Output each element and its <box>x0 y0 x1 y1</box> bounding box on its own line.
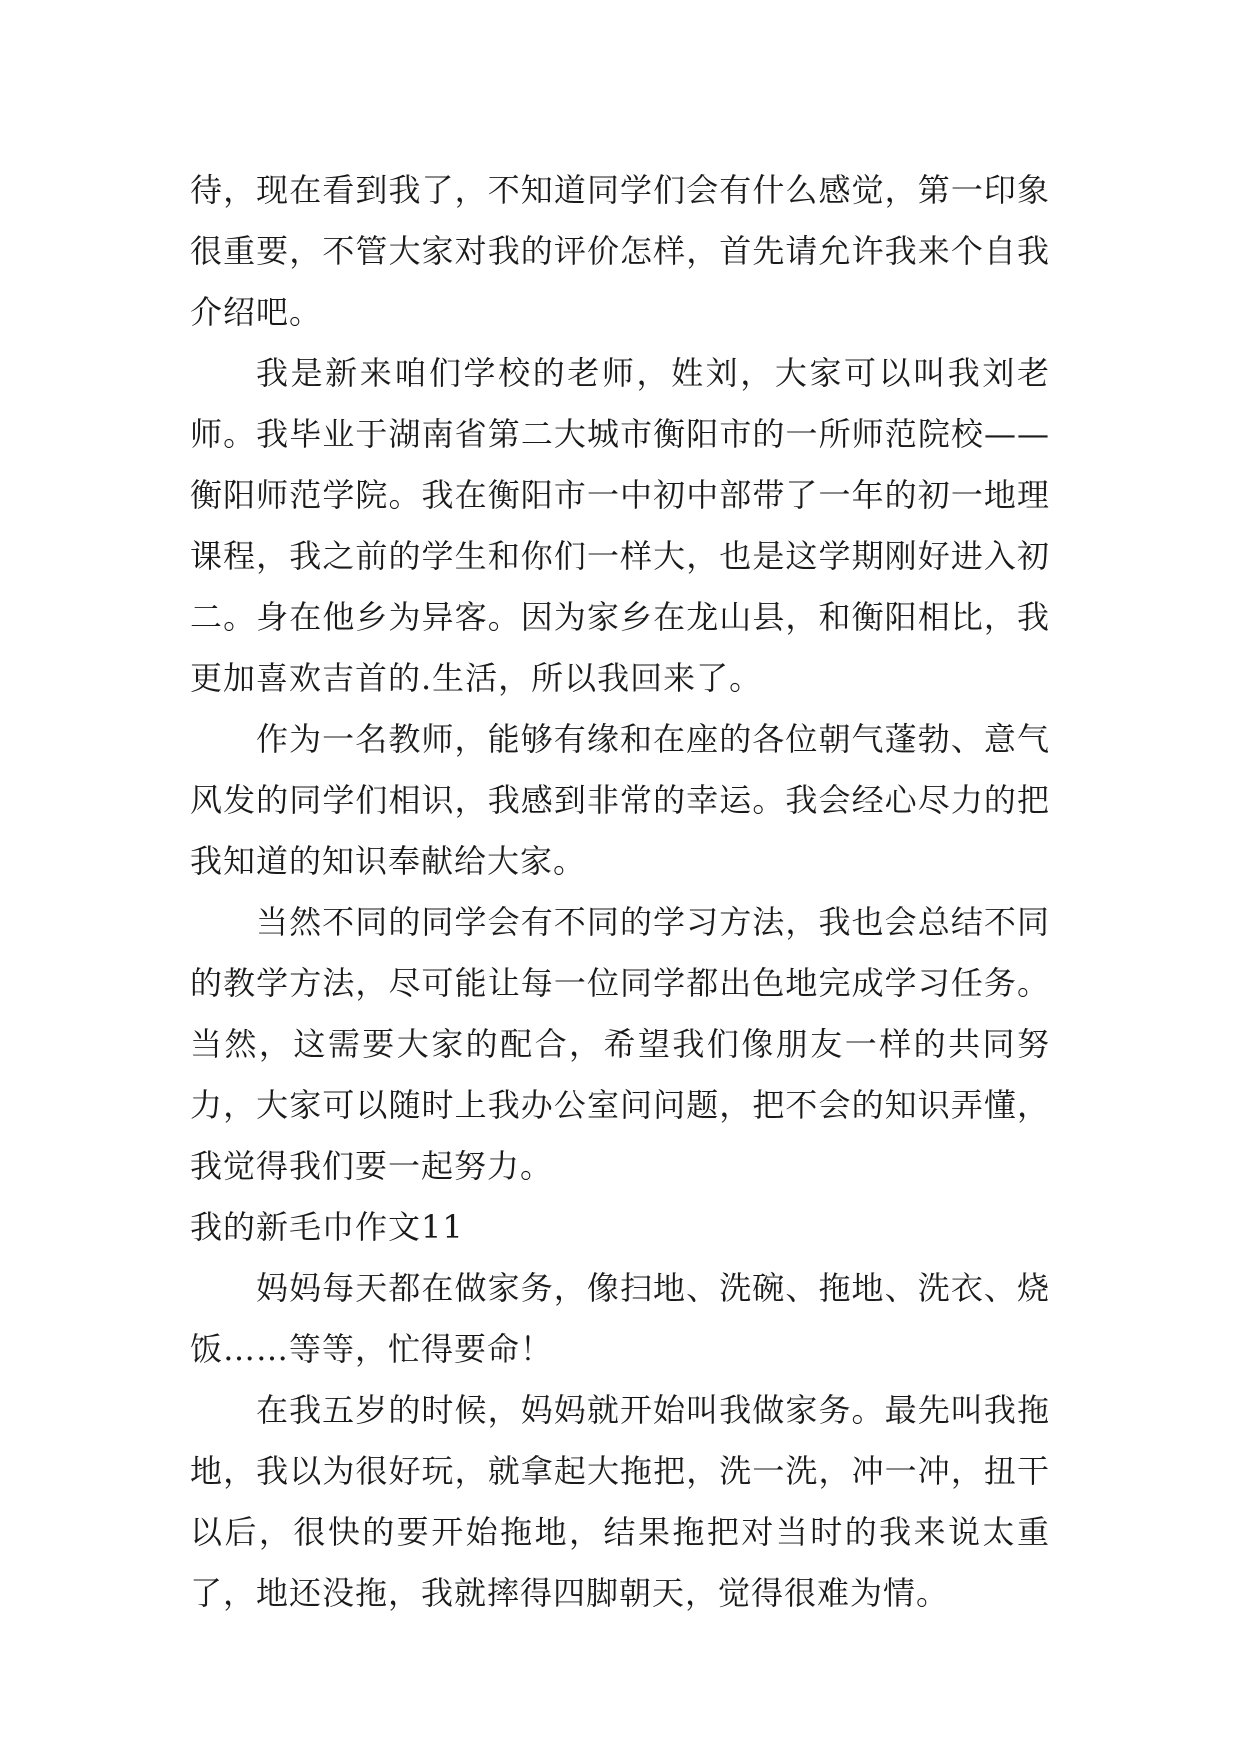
paragraph-mopping-story: 在我五岁的时候，妈妈就开始叫我做家务。最先叫我拖地，我以为很好玩，就拿起大拖把，洗一洗，冲一冲，扭干以后，很快的要开始拖地，结果拖把对当时的我来说太重了，地还没拖，我就摔得四脚朝天，觉得很难为情。 <box>190 1391 1050 1612</box>
paragraph-intro-continuation: 待，现在看到我了，不知道同学们会有什么感觉，第一印象很重要，不管大家对我的评价怎样，首先请允许我来个自我介绍吧。 <box>190 171 1050 331</box>
paragraph-teacher-role: 作为一名教师，能够有缘和在座的各位朝气蓬勃、意气风发的同学们相识，我感到非常的幸运。我会经心尽力的把我知道的知识奉献给大家。 <box>190 720 1050 880</box>
paragraph-mom-housework: 妈妈每天都在做家务，像扫地、洗碗、拖地、洗衣、烧饭……等等，忙得要命！ <box>190 1269 1050 1368</box>
paragraph-self-introduction: 我是新来咱们学校的老师，姓刘，大家可以叫我刘老师。我毕业于湖南省第二大城市衡阳市的一所师范院校——衡阳师范学院。我在衡阳市一中初中部带了一年的初一地理课程，我之前的学生和你们一样大，也是这学期刚好进入初二。身在他乡为异客。因为家乡在龙山县，和衡阳相比，我更加喜欢吉首的.生活，所以我回来了。 <box>190 354 1050 697</box>
document-body <box>190 160 1050 1624</box>
section-title: 我的新毛巾作文11 <box>190 1208 464 1246</box>
paragraph-learning-methods: 当然不同的同学会有不同的学习方法，我也会总结不同的教学方法，尽可能让每一位同学都出色地完成学习任务。当然，这需要大家的配合，希望我们像朋友一样的共同努力，大家可以随时上我办公室问问题，把不会的知识弄懂，我觉得我们要一起努力。 <box>190 903 1050 1185</box>
